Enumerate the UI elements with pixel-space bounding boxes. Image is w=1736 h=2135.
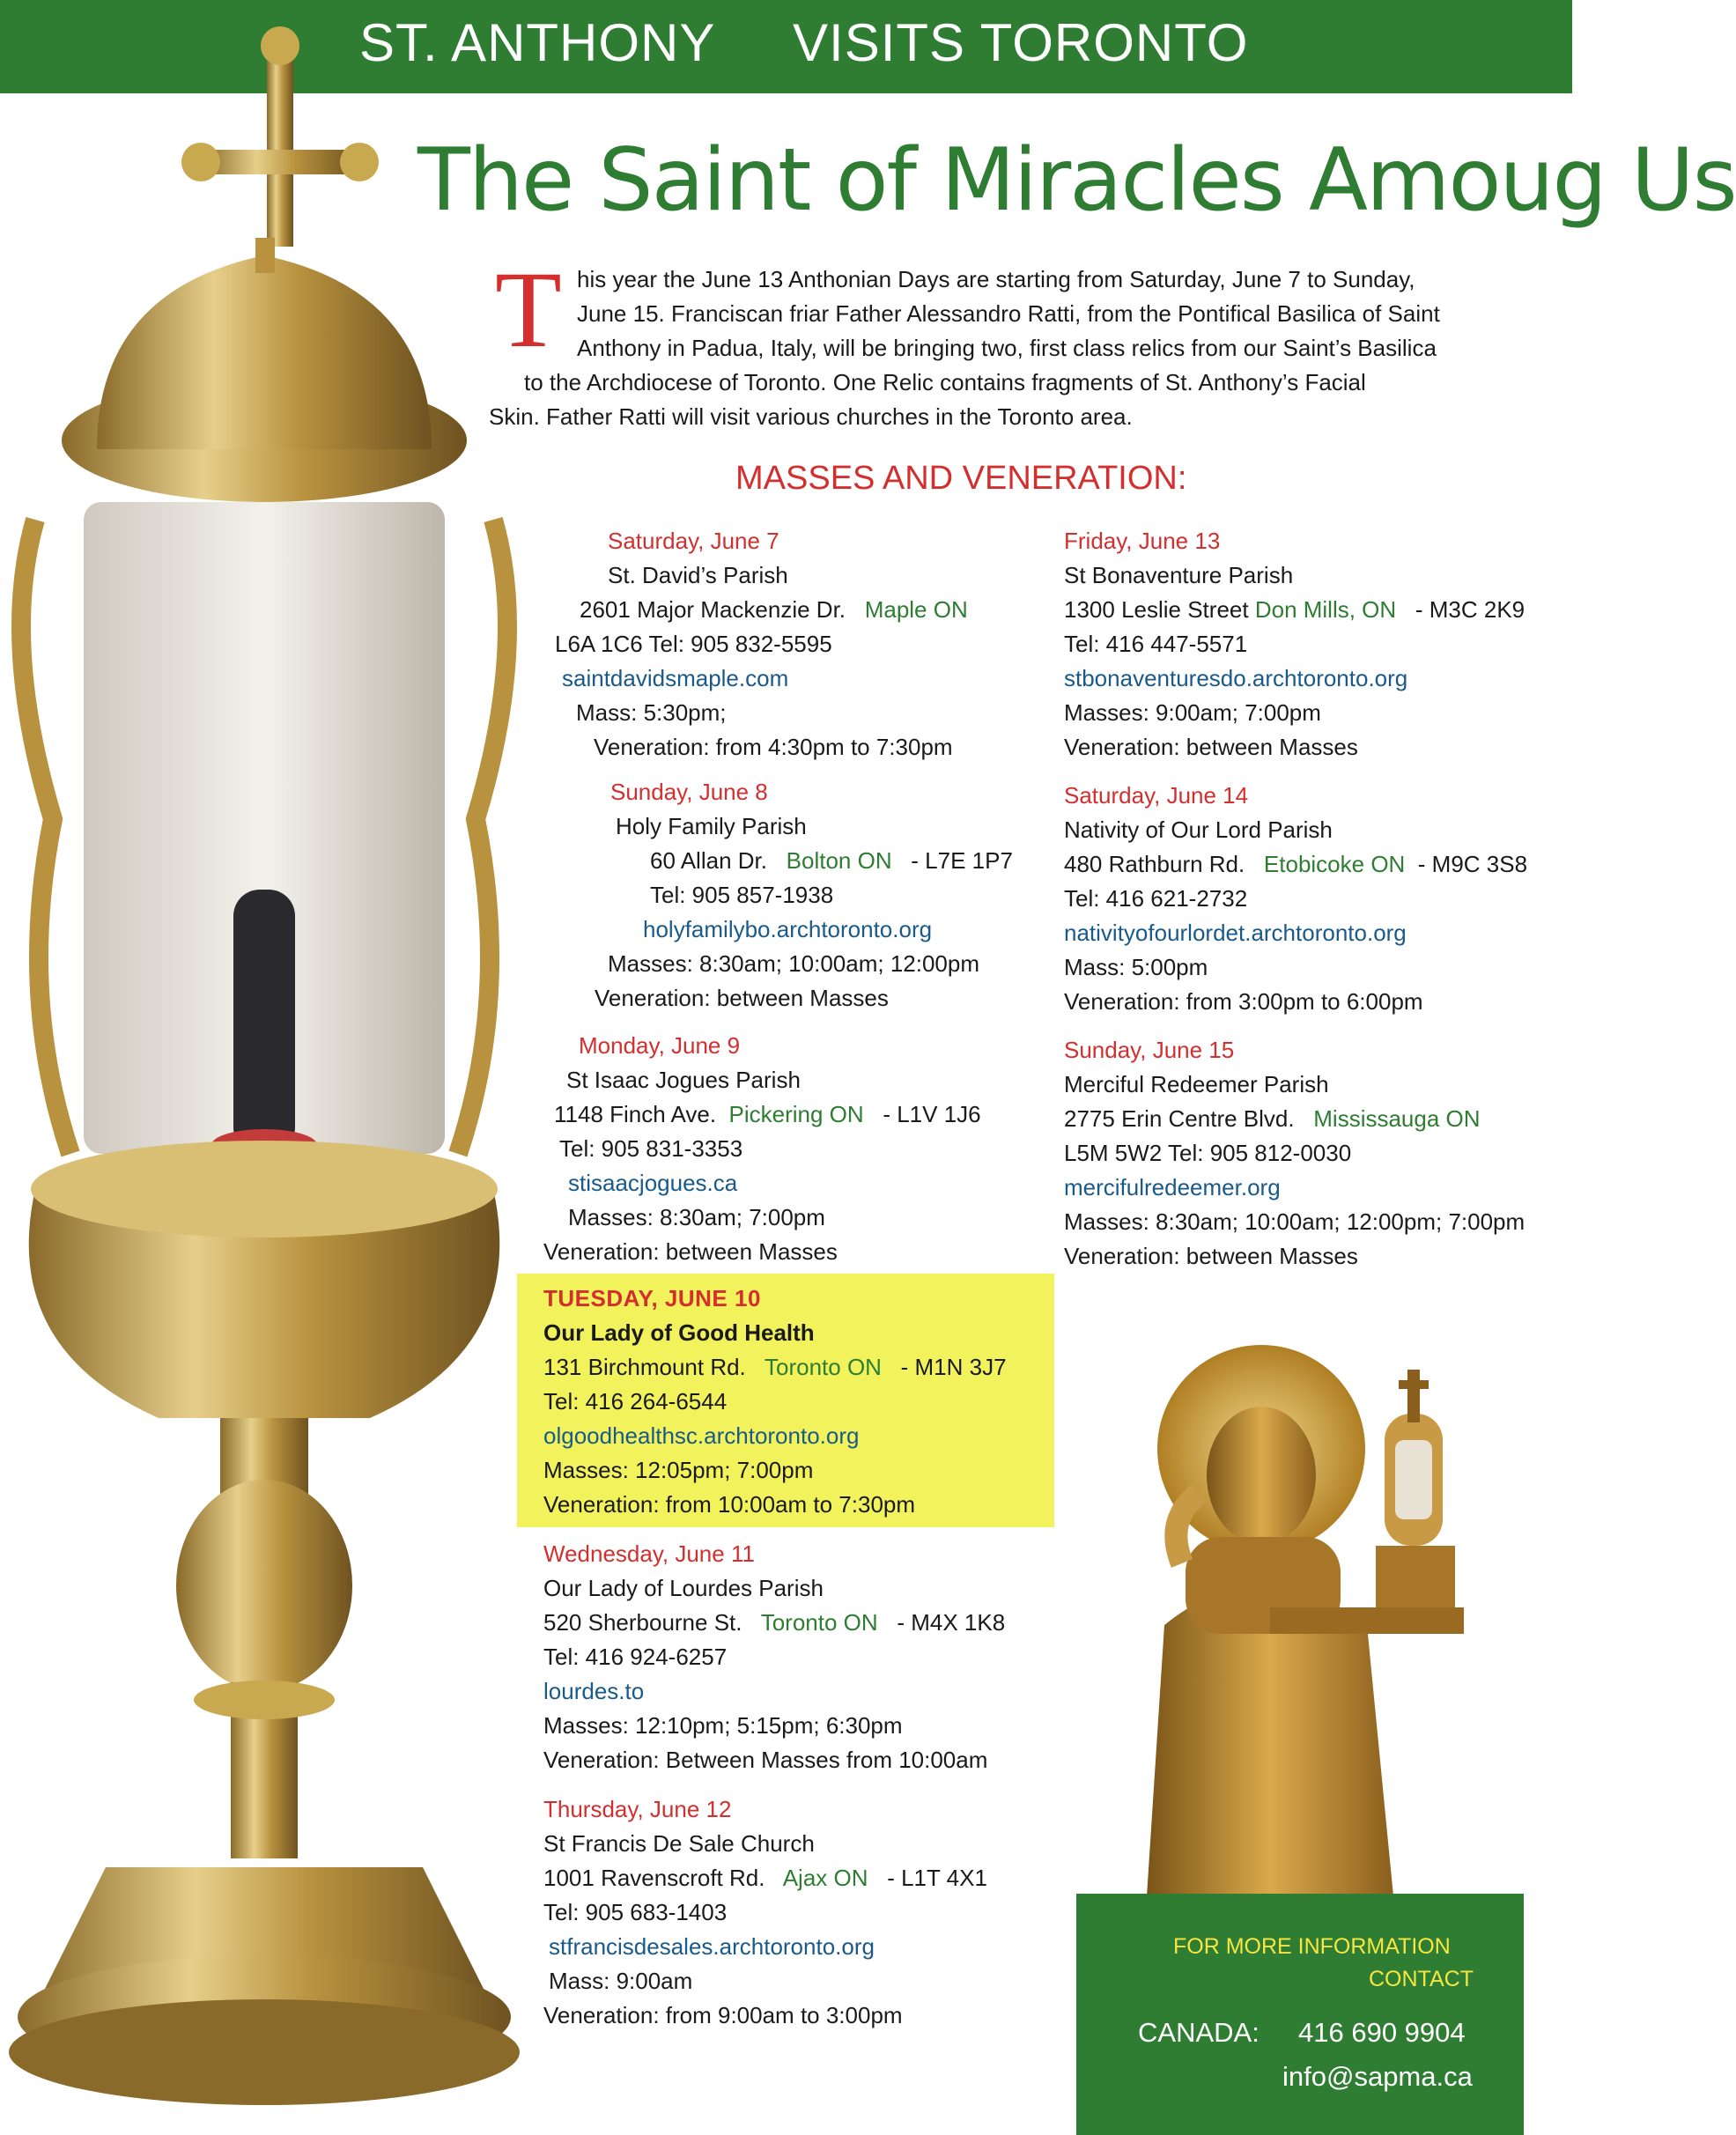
entry-city: Bolton ON (786, 847, 892, 874)
entry-monday-june-9 (543, 1029, 981, 1269)
entry-address: 1148 Finch Ave. (554, 1101, 717, 1127)
entry-postal-tel: L6A 1C6 Tel: 905 832-5595 (555, 631, 832, 657)
entry-url-link[interactable]: saintdavidsmaple.com (562, 665, 789, 691)
entry-veneration: Veneration: Between Masses from 10:00am (543, 1747, 988, 1773)
entry-city: Pickering ON (728, 1101, 864, 1127)
intro-line-3: Anthony in Padua, Italy, will be bringing two, first class relics from our Saint’s Basilica (577, 335, 1437, 361)
entry-address: 60 Allan Dr. (650, 847, 767, 874)
entry-veneration: Veneration: from 9:00am to 3:00pm (543, 2002, 903, 2028)
entry-masses: Mass: 9:00am (549, 1968, 693, 1994)
entry-masses: Masses: 12:10pm; 5:15pm; 6:30pm (543, 1712, 903, 1739)
info-contact-label: CONTACT (1369, 1967, 1474, 1991)
entry-parish: Our Lady of Lourdes Parish (543, 1575, 824, 1601)
entry-saturday-june-7 (555, 524, 968, 765)
entry-url-link[interactable]: stbonaventuresdo.archtoronto.org (1064, 665, 1408, 691)
entry-veneration: Veneration: between Masses (1064, 1243, 1358, 1269)
entry-postal: - M1N 3J7 (900, 1354, 1007, 1380)
entry-thursday-june-12 (543, 1792, 987, 2033)
entry-postal: - L1T 4X1 (887, 1865, 987, 1891)
entry-masses: Mass: 5:30pm; (576, 699, 727, 726)
entry-address: 2601 Major Mackenzie Dr. (580, 596, 846, 623)
reliquary-image (0, 26, 528, 2135)
info-country-label: CANADA: (1138, 2017, 1260, 2048)
entry-sunday-june-8 (595, 775, 1013, 1016)
masses-heading: MASSES AND VENERATION: (735, 460, 1187, 497)
entry-url-link[interactable]: mercifulredeemer.org (1064, 1174, 1281, 1200)
entry-tel: Tel: 416 264-6544 (543, 1388, 728, 1415)
entry-city: Toronto ON (765, 1354, 882, 1380)
entry-day: TUESDAY, JUNE 10 (543, 1285, 761, 1311)
intro-line-4: to the Archdiocese of Toronto. One Relic contains fragments of St. Anthony’s Facial (524, 369, 1366, 395)
drop-cap: T (495, 249, 562, 370)
entry-parish: Our Lady of Good Health (543, 1319, 815, 1346)
entry-veneration: Veneration: between Masses (595, 985, 889, 1011)
entry-postal: - M4X 1K8 (897, 1609, 1006, 1636)
entry-address: 1300 Leslie Street (1064, 596, 1249, 623)
entry-postal: - M9C 3S8 (1417, 851, 1528, 877)
entry-city: Maple ON (864, 596, 968, 623)
entry-parish: St. David’s Parish (608, 562, 788, 588)
entry-day: Sunday, June 8 (610, 779, 768, 805)
entry-address: 131 Birchmount Rd. (543, 1354, 746, 1380)
banner-title-right: VISITS TORONTO (793, 13, 1249, 72)
entry-parish: St Bonaventure Parish (1064, 562, 1294, 588)
entry-masses: Masses: 8:30am; 7:00pm (568, 1204, 825, 1230)
entry-veneration: Veneration: between Masses (1064, 734, 1358, 760)
entry-masses: Masses: 8:30am; 10:00am; 12:00pm; 7:00pm (1064, 1208, 1525, 1235)
entry-day: Saturday, June 7 (608, 528, 779, 554)
intro-line-1: his year the June 13 Anthonian Days are starting from Saturday, June 7 to Sunday, (577, 266, 1415, 292)
banner-title-left: ST. ANTHONY (359, 13, 716, 72)
entry-url-link[interactable]: holyfamilybo.archtoronto.org (643, 916, 933, 942)
entry-day: Friday, June 13 (1064, 528, 1221, 554)
entry-saturday-june-14 (1064, 779, 1527, 1019)
entry-masses: Masses: 8:30am; 10:00am; 12:00pm (608, 950, 980, 977)
entry-city: Toronto ON (760, 1609, 878, 1636)
page-headline: The Saint of Miracles Amoug Us (417, 130, 1736, 231)
entry-city: Ajax ON (782, 1865, 868, 1891)
entry-tel: Tel: 905 831-3353 (559, 1135, 743, 1162)
entry-day: Sunday, June 15 (1064, 1037, 1235, 1063)
entry-day: Wednesday, June 11 (543, 1540, 755, 1567)
entry-masses: Masses: 9:00am; 7:00pm (1064, 699, 1321, 726)
entry-postal: - M3C 2K9 (1415, 596, 1525, 623)
entry-address: 520 Sherbourne St. (543, 1609, 742, 1636)
info-phone[interactable]: 416 690 9904 (1298, 2017, 1466, 2048)
entry-veneration: Veneration: from 3:00pm to 6:00pm (1064, 988, 1423, 1015)
entry-tel: Tel: 416 924-6257 (543, 1644, 728, 1670)
entry-tel: Tel: 905 683-1403 (543, 1899, 728, 1925)
entry-city: Don Mills, ON (1254, 596, 1397, 623)
entry-wednesday-june-11 (543, 1537, 1005, 1777)
entry-masses: Masses: 12:05pm; 7:00pm (543, 1457, 814, 1483)
entry-address: 480 Rathburn Rd. (1064, 851, 1245, 877)
entry-tel: Tel: 416 621-2732 (1064, 885, 1248, 912)
intro-line-2: June 15. Franciscan friar Father Alessandro Ratti, from the Pontifical Basilica of Saint (577, 300, 1440, 327)
entry-postal: - L1V 1J6 (883, 1101, 981, 1127)
entry-parish: St Isaac Jogues Parish (566, 1067, 801, 1093)
entry-tuesday-june-10 (543, 1282, 1007, 1522)
saint-anthony-statue-image (1112, 1343, 1499, 1896)
entry-address: 2775 Erin Centre Blvd. (1064, 1105, 1295, 1132)
entry-parish: St Francis De Sale Church (543, 1830, 815, 1857)
entry-day: Thursday, June 12 (543, 1796, 732, 1822)
entry-url-link[interactable]: lourdes.to (543, 1678, 645, 1704)
entry-day: Monday, June 9 (579, 1032, 741, 1059)
entry-parish: Holy Family Parish (616, 813, 807, 839)
entry-url-link[interactable]: stisaacjogues.ca (568, 1170, 738, 1196)
entry-masses: Mass: 5:00pm (1064, 954, 1208, 980)
entry-veneration: Veneration: between Masses (543, 1238, 838, 1265)
entry-address: 1001 Ravenscroft Rd. (543, 1865, 765, 1891)
entry-veneration: Veneration: from 10:00am to 7:30pm (543, 1491, 916, 1518)
entry-url-link[interactable]: nativityofourlordet.archtoronto.org (1064, 920, 1407, 946)
entry-parish: Nativity of Our Lord Parish (1064, 816, 1333, 843)
entry-url-link[interactable]: olgoodhealthsc.archtoronto.org (543, 1422, 860, 1449)
info-heading: FOR MORE INFORMATION (1173, 1934, 1451, 1959)
entry-tel: Tel: 905 857-1938 (650, 882, 834, 908)
entry-parish: Merciful Redeemer Parish (1064, 1071, 1329, 1097)
entry-friday-june-13 (1064, 524, 1525, 765)
info-email-link[interactable]: info@sapma.ca (1282, 2061, 1473, 2092)
entry-veneration: Veneration: from 4:30pm to 7:30pm (594, 734, 953, 760)
entry-city: Mississauga ON (1313, 1105, 1481, 1132)
entry-city: Etobicoke ON (1263, 851, 1406, 877)
entry-tel: Tel: 416 447-5571 (1064, 631, 1248, 657)
entry-url-link[interactable]: stfrancisdesales.archtoronto.org (549, 1933, 875, 1960)
contact-info-box (1076, 1894, 1524, 2135)
entry-postal: - L7E 1P7 (911, 847, 1013, 874)
intro-line-5: Skin. Father Ratti will visit various churches in the Toronto area. (489, 403, 1133, 430)
entry-sunday-june-15 (1064, 1033, 1525, 1274)
entry-postal-tel: L5M 5W2 Tel: 905 812-0030 (1064, 1140, 1352, 1166)
entry-day: Saturday, June 14 (1064, 782, 1249, 809)
intro-paragraph (489, 262, 1511, 434)
